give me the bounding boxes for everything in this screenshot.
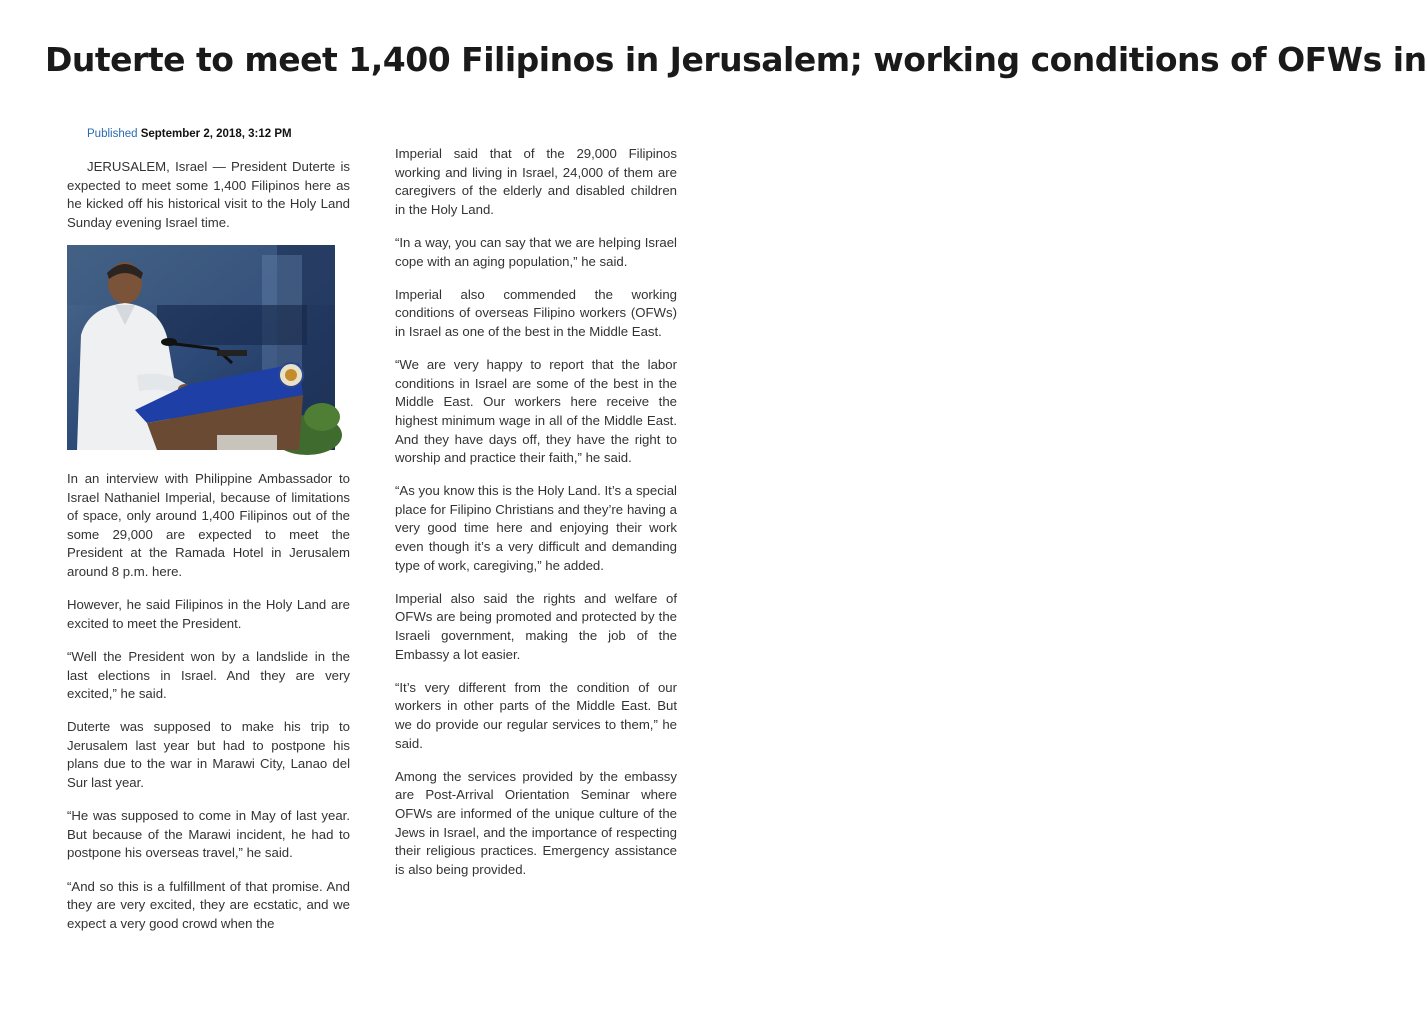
byline (87, 128, 292, 140)
published-label: Published (87, 128, 138, 140)
paragraph: Duterte was supposed to make his trip to Jerusalem last year but had to postpone his plans due to the war in Marawi City, Lanao del Sur last year. (67, 719, 350, 791)
paragraph: Imperial said that of the 29,000 Filipinos working and living in Israel, 24,000 of them are caregivers of the elderly and disabled children in the Holy Land. (395, 146, 677, 217)
paragraph: “As you know this is the Holy Land. It’s a special place for Filipino Christians and they’re having a very good time here and enjoying their work even though it’s a very difficult and demanding type of work, caregiving,” he added. (395, 483, 677, 573)
right-column (395, 145, 677, 894)
paragraph: Imperial also commended the working conditions of overseas Filipino workers (OFWs) in Israel as one of the best in the Middle East. (395, 286, 677, 339)
paragraph: “He was supposed to come in May of last year. But because of the Marawi incident, he had to postpone his overseas travel,” he said. (67, 808, 350, 861)
article-headline: Duterte to meet 1,400 Filipinos in Jerusalem; working conditions of OFWs in (45, 40, 1427, 79)
publish-date: September 2, 2018, 3:12 PM (140, 128, 292, 140)
paragraph: “We are very happy to report that the labor conditions in Israel are some of the best in the Middle East. Our workers here receive the highest minimum wage in all of the Middle East. And they have days off, they have the right to worship and practice their faith,” he said. (395, 357, 677, 466)
article-photo (67, 245, 335, 450)
paragraph: “It’s very different from the condition of our workers in other parts of the Middle East. But we do provide our regular services to them,” he said. (395, 679, 677, 751)
paragraph: In an interview with Philippine Ambassador to Israel Nathaniel Imperial, because of limitations of space, only around 1,400 Filipinos out of the some 29,000 are expected to meet the President at the Ramada Hotel in Jerusalem around 8 p.m. here. (67, 470, 350, 579)
paragraph: “Well the President won by a landslide in the last elections in Israel. And they are very excited,” he said. (67, 648, 350, 702)
left-column (67, 158, 350, 948)
paragraph: JERUSALEM, Israel — President Duterte is expected to meet some 1,400 Filipinos here as he kicked off his historical visit to the Holy Land Sunday evening Israel time. (67, 159, 350, 230)
paragraph: Among the services provided by the embassy are Post-Arrival Orientation Seminar where OFWs are informed of the unique culture of the Jews in Israel, and the importance of respecting their religious practices. Emergency assistance is also being provided. (395, 768, 677, 877)
paragraph: “And so this is a fulfillment of that promise. And they are very excited, they are ecstatic, and we expect a very good crowd when the (67, 878, 350, 931)
paragraph: “In a way, you can say that we are helping Israel cope with an aging population,” he said. (395, 234, 677, 269)
paragraph: However, he said Filipinos in the Holy Land are excited to meet the President. (67, 597, 350, 631)
duterte-podium-photo (67, 245, 335, 450)
paragraph: Imperial also said the rights and welfare of OFWs are being promoted and protected by the Israeli government, making the job of the Embassy a lot easier. (395, 590, 677, 662)
